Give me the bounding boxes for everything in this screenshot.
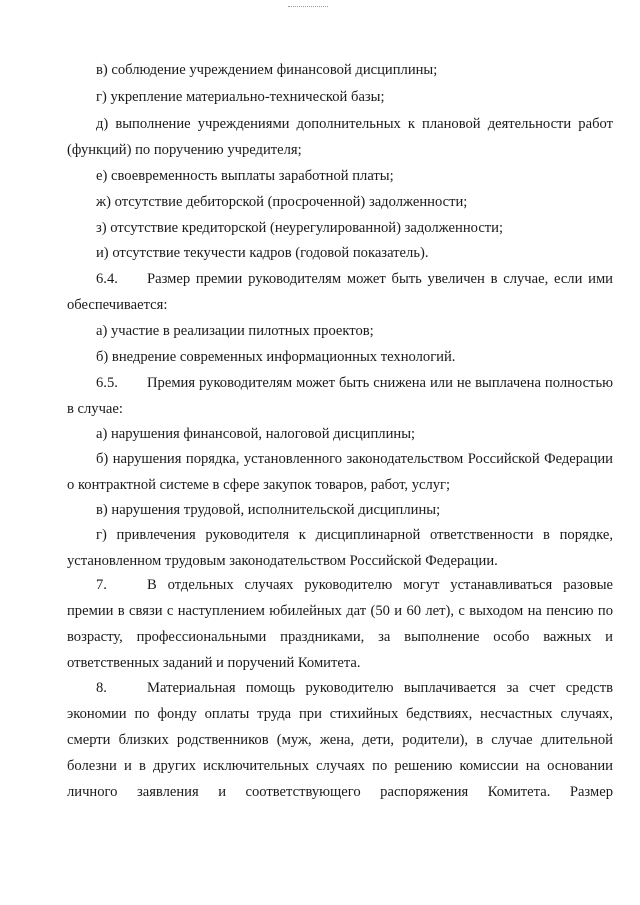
list-item-z: з) отсутствие кредиторской (неурегулированной) задолженности;	[96, 220, 504, 236]
clause-8	[67, 675, 613, 805]
list-item-6-5-v: в) нарушения трудовой, исполнительской дисциплины;	[96, 502, 441, 518]
list-item-v: в) соблюдение учреждением финансовой дисциплины;	[96, 62, 438, 78]
list-item-zh: ж) отсутствие дебиторской (просроченной) задолженности;	[96, 194, 468, 210]
list-item-6-5-a: а) нарушения финансовой, налоговой дисциплины;	[96, 426, 416, 442]
clause-text: Размер премии руководителям может быть увеличен в случае, если ими обеспечивается:	[67, 271, 613, 313]
list-item-i: и) отсутствие текучести кадров (годовой показатель).	[96, 245, 429, 261]
clause-number: 7.	[96, 577, 107, 593]
list-item-d: д) выполнение учреждениями дополнительных к плановой деятельности работ (функций) по поручению учредителя;	[67, 116, 613, 158]
clause-7	[67, 572, 613, 676]
clause-number: 6.5.	[96, 375, 118, 391]
clause-6-4	[67, 266, 613, 318]
list-item-g: г) укрепление материально-технической базы;	[96, 89, 385, 105]
list-item-6-5-g: г) привлечения руководителя к дисциплинарной ответственности в порядке, установленном трудовым законодательством Российской Федерации.	[67, 527, 613, 569]
list-item-6-4-b: б) внедрение современных информационных технологий.	[96, 349, 456, 365]
clause-text: Материальная помощь руководителю выплачивается за счет средств экономии по фонду оплаты труда при стихийных бедствиях, несчастных случаях, смерти близких родственников (муж, жена, дети, родители), в случае длительной болезни и в других исключительных случаях по решению комиссии на основании личного заявления и соответствующего распоряжения Комитета. Размер	[67, 680, 613, 800]
list-item-6-5-b: б) нарушения порядка, установленного законодательством Российской Федерации о контрактной системе в сфере закупок товаров, работ, услуг;	[67, 451, 613, 493]
clause-number: 6.4.	[96, 271, 118, 287]
list-item-e: е) своевременность выплаты заработной платы;	[96, 168, 394, 184]
list-item-6-4-a: а) участие в реализации пилотных проектов;	[96, 323, 374, 339]
clause-text: Премия руководителям может быть снижена или не выплачена полностью в случае:	[67, 375, 613, 417]
clause-6-5	[67, 370, 613, 422]
clause-text: В отдельных случаях руководителю могут устанавливаться разовые премии в связи с наступлением юбилейных дат (50 и 60 лет), с выходом на пенсию по возрасту, профессиональными праздниками, за выполнение особо важных и ответственных заданий и поручений Комитета.	[67, 577, 613, 671]
clause-number: 8.	[96, 680, 107, 696]
scan-top-mark	[288, 6, 328, 7]
